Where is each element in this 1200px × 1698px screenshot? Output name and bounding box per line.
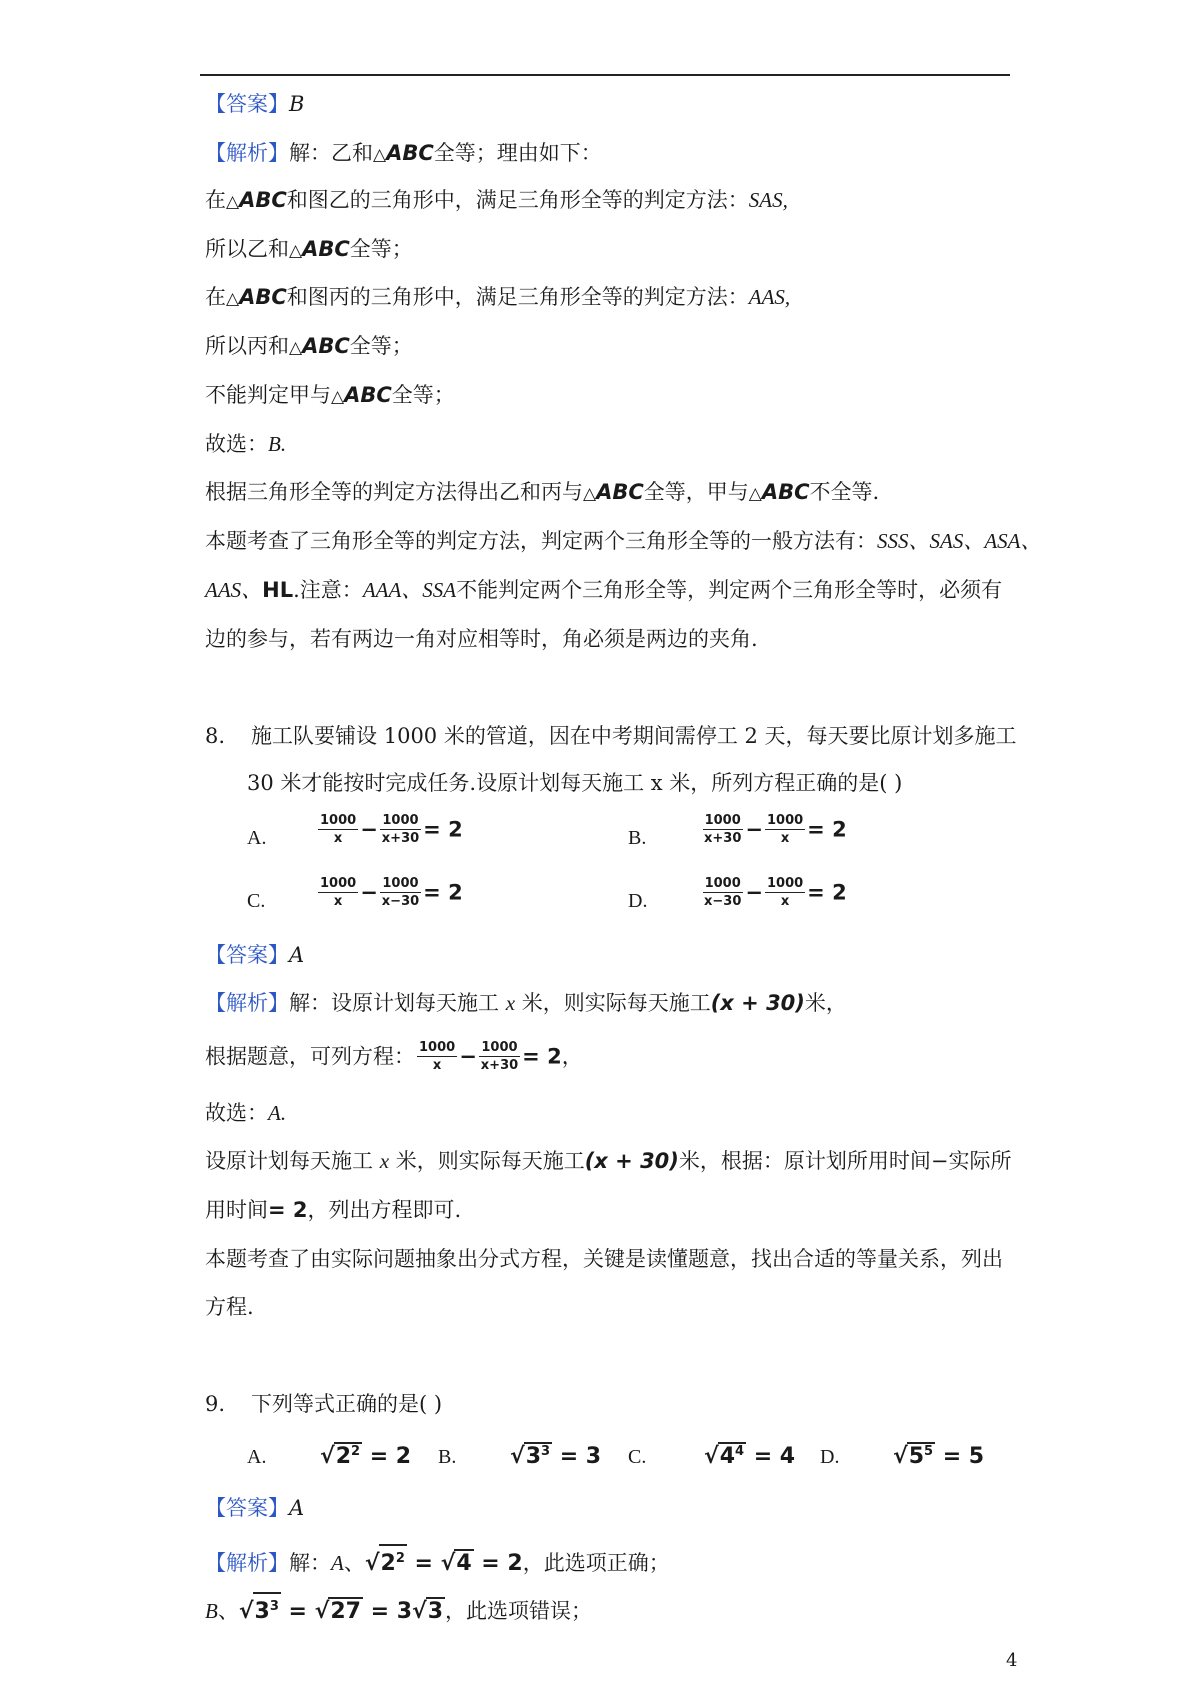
q9-answer-line bbox=[205, 1495, 304, 1521]
text: 在 bbox=[205, 188, 226, 212]
base: 3 bbox=[254, 1599, 270, 1624]
variable: x bbox=[379, 1149, 390, 1173]
exponent: 2 bbox=[351, 1444, 361, 1459]
method: AAS, bbox=[748, 285, 791, 309]
text: ， bbox=[561, 1044, 583, 1069]
minus-sign: − bbox=[459, 1044, 477, 1069]
rhs: = 2 bbox=[807, 880, 847, 905]
q7-analysis-line-3 bbox=[205, 236, 413, 264]
text: 故选： bbox=[205, 432, 268, 456]
q9-option-b-label: B. bbox=[438, 1446, 457, 1468]
numerator: 1000 bbox=[419, 1040, 456, 1055]
equals: = 2 bbox=[473, 1551, 523, 1576]
sqrt-expression: $√3^3 = 3$ bbox=[510, 1444, 602, 1469]
text: 和图丙的三角形中，满足三角形全等的判定方法： bbox=[286, 285, 749, 309]
text: ，此选项错误； bbox=[445, 1599, 593, 1623]
numerator: 1000 bbox=[766, 876, 804, 891]
method: AAS、 bbox=[205, 578, 263, 602]
text: 所以乙和 bbox=[205, 237, 289, 261]
expression: = 2 bbox=[268, 1198, 308, 1222]
q8-analysis-line-2 bbox=[205, 1040, 583, 1073]
text: 设原计划每天施工 bbox=[205, 1149, 380, 1173]
q8-option-b-label: B. bbox=[628, 827, 647, 849]
base: 2 bbox=[335, 1444, 351, 1469]
q7-analysis-line-8 bbox=[205, 479, 879, 507]
fraction bbox=[380, 813, 421, 846]
rhs: = 2 bbox=[522, 1044, 562, 1069]
denominator: x bbox=[333, 831, 343, 846]
triangle-symbol: △ bbox=[748, 484, 762, 504]
abc-label: ABC bbox=[344, 383, 392, 407]
triangle-symbol: △ bbox=[289, 338, 303, 358]
q7-analysis-line-1 bbox=[205, 140, 602, 168]
abc-label: ABC bbox=[761, 480, 810, 504]
q7-analysis-line-2 bbox=[205, 187, 788, 215]
minus-sign: − bbox=[745, 817, 763, 842]
triangle-symbol: △ bbox=[226, 192, 240, 212]
methods: AAA、SSA bbox=[362, 578, 457, 602]
denominator: x+30 bbox=[480, 1058, 519, 1073]
base: 4 bbox=[719, 1444, 735, 1469]
text: 解：乙和 bbox=[289, 141, 373, 165]
text: 米， bbox=[804, 991, 847, 1015]
text: ，列出方程即可. bbox=[307, 1198, 462, 1222]
q8-option-d-equation bbox=[700, 876, 847, 909]
q8-analysis-line-6: 本题考查了由实际问题抽象出分式方程，关键是读懂题意，找出合适的等量关系，列出 bbox=[205, 1247, 1003, 1271]
denominator: x+30 bbox=[381, 831, 420, 846]
answer-tag: 【答案】 bbox=[205, 1496, 289, 1520]
denominator: x−30 bbox=[381, 894, 420, 909]
variable: x bbox=[505, 991, 516, 1015]
answer-tag: 【答案】 bbox=[205, 943, 289, 967]
exponent: 3 bbox=[541, 1444, 551, 1459]
denominator: x bbox=[333, 894, 343, 909]
numerator: 1000 bbox=[320, 813, 357, 828]
equals: = 3 bbox=[362, 1599, 413, 1624]
method: SAS, bbox=[748, 188, 788, 212]
text: 全等； bbox=[349, 237, 413, 261]
denominator: x bbox=[780, 894, 790, 909]
choice: B. bbox=[268, 432, 287, 456]
q8-analysis-line-7: 方程. bbox=[205, 1295, 254, 1319]
triangle-symbol: △ bbox=[331, 387, 345, 407]
denominator: x−30 bbox=[704, 894, 742, 909]
analysis-tag: 【解析】 bbox=[205, 991, 289, 1015]
q8-option-c-label: C. bbox=[247, 890, 266, 912]
text: 根据三角形全等的判定方法得出乙和丙与 bbox=[205, 480, 583, 504]
abc-label: ABC bbox=[302, 334, 350, 358]
abc-label: ABC bbox=[302, 237, 350, 261]
q9-option-c-label: C. bbox=[628, 1446, 647, 1468]
q9-option-c-expression bbox=[704, 1442, 795, 1469]
text: 故选： bbox=[205, 1101, 268, 1125]
q9-answer: A bbox=[289, 1496, 305, 1520]
text: 不能判定两个三角形全等，判定两个三角形全等时，必须有 bbox=[456, 578, 1003, 602]
q7-analysis-line-11: 边的参与，若有两边一角对应相等时，角必须是两边的夹角. bbox=[205, 627, 758, 651]
minus-sign: − bbox=[745, 880, 763, 905]
equals: = bbox=[406, 1551, 441, 1576]
q8-answer: A bbox=[289, 943, 305, 967]
header-rule bbox=[200, 74, 1010, 76]
denominator: x+30 bbox=[704, 831, 742, 846]
q9-option-a-label: A. bbox=[247, 1446, 267, 1468]
q7-analysis-line-10 bbox=[205, 577, 1002, 603]
q9-option-b-expression bbox=[510, 1442, 601, 1469]
expression: (x + 30) bbox=[710, 991, 805, 1015]
fraction bbox=[765, 876, 805, 909]
base: 5 bbox=[908, 1444, 924, 1469]
fraction bbox=[765, 813, 805, 846]
fraction bbox=[318, 813, 358, 846]
text: 用时间 bbox=[205, 1198, 268, 1222]
fraction bbox=[702, 876, 743, 909]
option-letter: B bbox=[205, 1599, 218, 1623]
q8-option-c-equation bbox=[316, 876, 463, 909]
q8-analysis-line-3 bbox=[205, 1100, 286, 1126]
q7-analysis-line-7 bbox=[205, 431, 286, 457]
denominator: x bbox=[432, 1058, 442, 1073]
q9-option-a-expression bbox=[320, 1442, 411, 1469]
q8-analysis-line-1 bbox=[205, 990, 847, 1016]
abc-label: ABC bbox=[239, 188, 287, 212]
fraction bbox=[417, 1040, 457, 1073]
q7-analysis-line-6 bbox=[205, 382, 455, 410]
sqrt-expression: $√2^2 = √4 = 2$ bbox=[365, 1551, 523, 1576]
q7-analysis-line-9 bbox=[205, 528, 1041, 554]
rhs: = 5 bbox=[942, 1444, 985, 1469]
minus-sign: − bbox=[360, 817, 378, 842]
q9-analysis-line-1 bbox=[205, 1544, 670, 1577]
q9-stem bbox=[205, 1391, 442, 1417]
triangle-symbol: △ bbox=[289, 241, 303, 261]
radicand: 4 bbox=[456, 1551, 472, 1576]
methods: SSS、SAS、ASA、 bbox=[877, 529, 1042, 553]
page-number: 4 bbox=[1006, 1650, 1018, 1671]
text: 全等； bbox=[391, 383, 455, 407]
numerator: 1000 bbox=[704, 876, 741, 891]
option-letter: A bbox=[331, 1551, 344, 1575]
analysis-tag: 【解析】 bbox=[205, 1551, 289, 1575]
rhs: = 2 bbox=[807, 817, 847, 842]
abc-label: ABC bbox=[239, 285, 287, 309]
text: 米，根据：原计划所用时间−实际所 bbox=[678, 1149, 1012, 1173]
triangle-symbol: △ bbox=[226, 289, 240, 309]
q8-option-a-label: A. bbox=[247, 827, 267, 849]
text: 、 bbox=[343, 1551, 365, 1575]
q8-answer-line bbox=[205, 942, 304, 968]
q8-option-d-label: D. bbox=[628, 890, 648, 912]
text: 在 bbox=[205, 285, 226, 309]
fraction bbox=[318, 876, 358, 909]
hl-label: HL bbox=[262, 578, 294, 602]
question-stem: 施工队要铺设 1000 米的管道，因在中考期间需停工 2 天，每天要比原计划多施工 bbox=[251, 724, 1017, 748]
text: 所以丙和 bbox=[205, 334, 289, 358]
exponent: 2 bbox=[395, 1551, 405, 1566]
text: 不能判定甲与 bbox=[205, 383, 331, 407]
analysis-tag: 【解析】 bbox=[205, 141, 289, 165]
exponent: 4 bbox=[735, 1444, 745, 1459]
radicand: 3 bbox=[427, 1599, 444, 1624]
text: 米，则实际每天施工 bbox=[515, 991, 711, 1015]
numerator: 1000 bbox=[766, 813, 804, 828]
rhs: = 3 bbox=[559, 1444, 602, 1469]
sqrt-expression: $√2^2 = 2$ bbox=[320, 1444, 412, 1469]
numerator: 1000 bbox=[382, 813, 419, 828]
question-stem: 下列等式正确的是( ) bbox=[251, 1392, 443, 1416]
q7-analysis-line-4 bbox=[205, 284, 790, 312]
text: .注意： bbox=[293, 578, 363, 602]
text: 不全等. bbox=[809, 480, 880, 504]
numerator: 1000 bbox=[481, 1040, 518, 1055]
q8-option-b-equation bbox=[700, 813, 847, 846]
text: 解： bbox=[289, 1551, 331, 1575]
sqrt-expression: $√3^3 = √27 = 3√3$ bbox=[239, 1599, 445, 1624]
sqrt-expression: $√4^4 = 4$ bbox=[704, 1444, 796, 1469]
text: 解：设原计划每天施工 bbox=[289, 991, 506, 1015]
numerator: 1000 bbox=[320, 876, 357, 891]
q7-analysis-line-5 bbox=[205, 333, 413, 361]
q8-stem-line-1 bbox=[205, 723, 1017, 749]
radicand: 27 bbox=[330, 1599, 361, 1624]
text: 全等； bbox=[349, 334, 413, 358]
q8-stem-line-2: 30 米才能按时完成任务.设原计划每天施工 x 米，所列方程正确的是( ) bbox=[247, 771, 903, 795]
q8-analysis-line-5 bbox=[205, 1197, 461, 1223]
text: ，此选项正确； bbox=[522, 1551, 670, 1575]
text: 本题考查了三角形全等的判定方法，判定两个三角形全等的一般方法有： bbox=[205, 529, 877, 553]
q8-analysis-line-4 bbox=[205, 1148, 1012, 1174]
q7-answer-line bbox=[205, 91, 304, 117]
text: 和图乙的三角形中，满足三角形全等的判定方法： bbox=[286, 188, 749, 212]
exponent: 5 bbox=[924, 1444, 934, 1459]
fraction bbox=[479, 1040, 520, 1073]
text: 、 bbox=[217, 1599, 239, 1623]
q9-option-d-expression bbox=[893, 1442, 984, 1469]
question-number: 9. bbox=[205, 1392, 226, 1416]
q8-option-a-equation bbox=[316, 813, 463, 846]
text: 全等；理由如下： bbox=[433, 141, 602, 165]
fraction bbox=[702, 813, 743, 846]
base: 2 bbox=[380, 1551, 396, 1576]
choice: A. bbox=[268, 1101, 287, 1125]
q7-answer: B bbox=[289, 92, 305, 116]
triangle-symbol: △ bbox=[583, 484, 597, 504]
equals: = bbox=[280, 1599, 315, 1624]
text: 根据题意，可列方程： bbox=[205, 1044, 415, 1069]
question-number: 8. bbox=[205, 724, 226, 748]
rhs: = 4 bbox=[753, 1444, 796, 1469]
sqrt-expression: $√5^5 = 5$ bbox=[893, 1444, 985, 1469]
rhs: = 2 bbox=[369, 1444, 412, 1469]
minus-sign: − bbox=[360, 880, 378, 905]
answer-tag: 【答案】 bbox=[205, 92, 289, 116]
numerator: 1000 bbox=[704, 813, 741, 828]
numerator: 1000 bbox=[382, 876, 419, 891]
text: 米，则实际每天施工 bbox=[389, 1149, 585, 1173]
exponent: 3 bbox=[269, 1599, 279, 1614]
q9-analysis-line-2 bbox=[205, 1592, 592, 1625]
denominator: x bbox=[780, 831, 790, 846]
abc-label: ABC bbox=[386, 141, 434, 165]
triangle-symbol: △ bbox=[373, 145, 387, 165]
fraction bbox=[380, 876, 421, 909]
rhs: = 2 bbox=[423, 817, 463, 842]
base: 3 bbox=[525, 1444, 541, 1469]
rhs: = 2 bbox=[423, 880, 463, 905]
abc-label: ABC bbox=[596, 480, 644, 504]
text: 全等，甲与 bbox=[643, 480, 749, 504]
expression: (x + 30) bbox=[584, 1149, 679, 1173]
q9-option-d-label: D. bbox=[820, 1446, 840, 1468]
